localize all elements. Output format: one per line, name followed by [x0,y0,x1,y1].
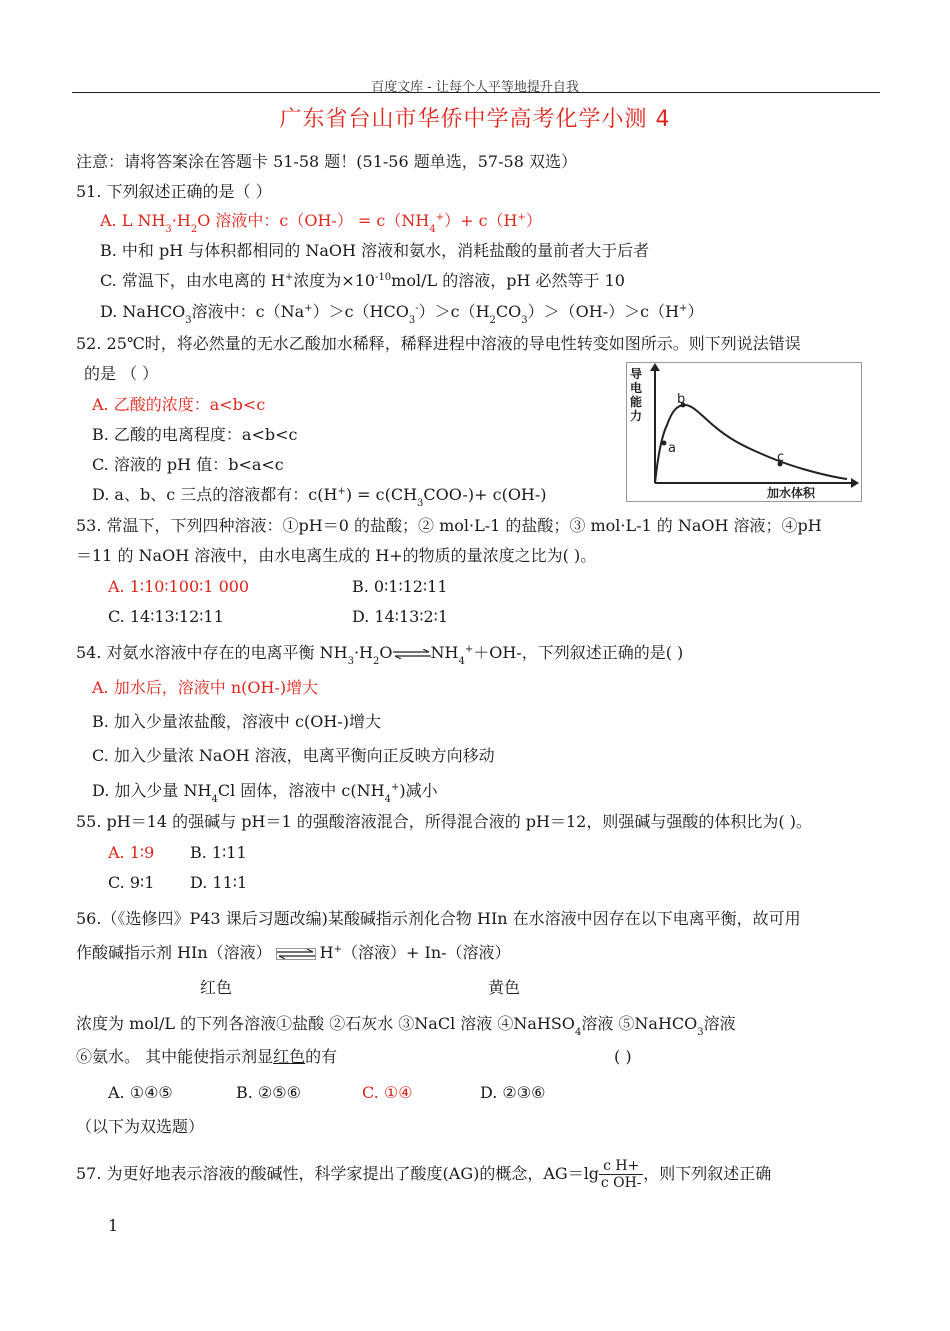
page-header: 百度文库 - 让每个人平等地提升自我 [371,80,579,95]
q53-option-b: B. 0∶1∶12∶11 [352,577,448,596]
q54-option-a: A. 加水后，溶液中 n(OH-)增大 [92,678,319,697]
q52-option-b: B. 乙酸的电离程度：a<b<c [92,425,298,444]
q53-line1: 53. 常温下，下列四种溶液：①pH＝0 的盐酸；② mol·L-1 的盐酸；③ mol·L-1 的 NaOH 溶液；④pH [76,516,822,535]
ag-fraction: $\frac{\text{c H+}}{\text{c OH-}}$ [600,1158,642,1191]
equilibrium-arrow-icon [276,948,316,960]
q52-option-d: D. a、b、c 三点的溶液都有：$c(H^+) = c(CH_3COO-)+ c(OH-)$ [92,485,547,509]
chart-svg [627,363,861,501]
x-axis-arrow [851,478,859,488]
q53-option-d: D. 14∶13∶2∶1 [352,607,448,626]
q52-option-a: A. 乙酸的浓度：a<b<c [92,395,266,414]
double-choice-note: （以下为双选题） [76,1117,205,1136]
q56-option-a: A. ①④⑤ [108,1083,173,1102]
page-number: 1 [108,1216,119,1235]
label-c: c [777,450,785,465]
q54-option-b: B. 加入少量浓盐酸，溶液中 c(OH-)增大 [92,712,381,731]
q54-stem: 54. 对氨水溶液中存在的电离平衡 $NH_3\cdot H_2O$ $NH_4^++OH-$，下列叙述正确的是( ) [76,643,684,667]
q51-option-b: B. 中和 pH 与体积都相同的 NaOH 溶液和氨水，消耗盐酸的量前者大于后者 [100,241,650,260]
q55-option-b: B. 1∶11 [190,843,247,862]
q56-line2: 作酸碱指示剂 HIn（溶液） H+（溶液）+ In-（溶液） [76,943,511,962]
q52-stem-line1: 52. 25℃时，将必然量的无水乙酸加水稀释，稀释进程中溶液的导电性转变如图所示。则下列说法错误 [76,334,801,353]
instruction-note: 注意：请将答案涂在答题卡 51-58 题！(51-56 题单选，57-58 双选） [76,152,577,171]
conductivity-curve [655,405,847,483]
conductivity-chart [626,362,862,502]
q51-stem: 51. 下列叙述正确的是（ ） [76,182,272,201]
q53-option-a: A. 1∶10∶100∶1 000 [108,577,250,596]
q51-option-a: A. L $NH_3\cdot H_2O$ 溶液中：$c(OH-) = c(NH_4^+)+ c(H^+)$ [100,211,542,235]
equilibrium-arrow-icon [393,649,431,659]
q57-stem: 57. 为更好地表示溶液的酸碱性，科学家提出了酸度(AG)的概念，AG＝lg $\frac{\text{c H+}}{\text{c OH-}}$ ，则下列叙述正确 [76,1158,772,1191]
q54-option-c: C. 加入少量浓 NaOH 溶液，电离平衡向正反映方向移动 [92,746,495,765]
point-a [662,441,667,446]
header-rule [72,92,880,93]
q55-option-c: C. 9∶1 [108,873,155,892]
q51-option-d: D. NaHCO$_3$溶液中：$c(Na^+)>c(HCO_3^-)>c(H_2CO_3)>(OH-)>c(H^+)$ [100,302,704,326]
q54-option-d: D. 加入少量 $NH_4Cl$ 固体，溶液中 $c(NH_4^+)$减小 [92,781,438,805]
q55-stem: 55. pH＝14 的强碱与 pH＝1 的强酸溶液混合，所得混合液的 pH＝12，则强碱与强酸的体积比为( )。 [76,812,812,831]
y-axis-label: 导电能力 [630,367,643,423]
label-a: a [668,441,676,456]
label-b: b [677,392,686,407]
q52-option-c: C. 溶液的 pH 值：b<a<c [92,455,284,474]
q51-option-c: C. 常温下，由水电离的 H+浓度为$\times 10^{-10}mol/L$ 的溶液，pH 必然等于 10 [100,271,625,290]
q55-option-a: A. 1∶9 [108,843,155,862]
y-axis-arrow [650,363,660,371]
q53-option-c: C. 14∶13∶12∶11 [108,607,224,626]
yellow-color-label: 黄色 [488,978,521,997]
x-axis-label: 加水体积 [767,486,816,500]
q55-option-d: D. 11∶1 [190,873,248,892]
doc-title: 广东省台山市华侨中学高考化学小测 4 [279,107,671,132]
q53-line2: ＝11 的 NaOH 溶液中，由水电离生成的 H+的物质的量浓度之比为( )。 [76,546,597,565]
q56-option-b: B. ②⑤⑥ [236,1083,301,1102]
q56-option-d: D. ②③⑥ [480,1083,546,1102]
q56-line4: 浓度为 mol/L 的下列各溶液①盐酸 ②石灰水 ③NaCl 溶液 ④NaHSO$_4$溶液 ⑤NaHCO$_3$溶液 [76,1014,736,1038]
q56-line1: 56.（《选修四》P43 课后习题改编)某酸碱指示剂化合物 HIn 在水溶液中因存在以下电离平衡，故可用 [76,909,801,928]
q56-answer-paren: ( ) [614,1047,632,1066]
q56-line5: ⑥氨水。 其中能使指示剂显红色的有 [76,1047,338,1066]
q56-option-c: C. ①④ [362,1083,413,1102]
red-color-label: 红色 [200,978,233,997]
q52-stem-line2: 的是 （ ） [84,364,159,383]
